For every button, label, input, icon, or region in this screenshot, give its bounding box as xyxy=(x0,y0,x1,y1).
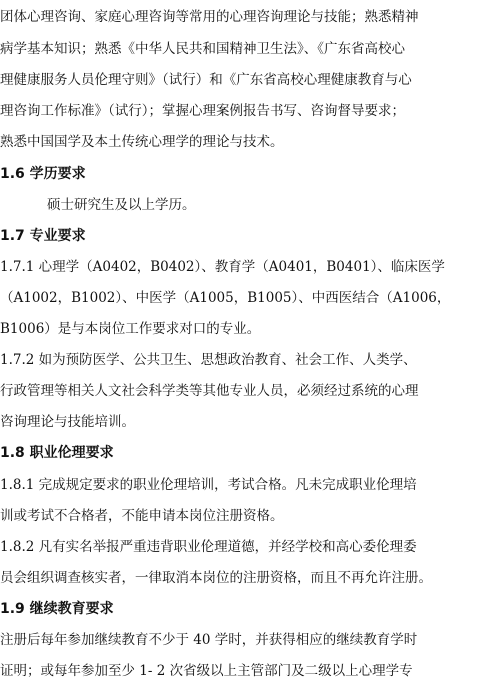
paragraph-line: 训或考试不合格者，不能申请本岗位注册资格。 xyxy=(0,508,284,524)
section-heading-1-8: 1.8 职业伦理要求 xyxy=(0,445,114,461)
section-heading-1-9: 1.9 继续教育要求 xyxy=(0,601,114,617)
paragraph-line: 1.8.2 凡有实名举报严重违背职业伦理道德，并经学校和高心委伦理委 xyxy=(0,539,417,555)
paragraph-line: 注册后每年参加继续教育不少于 40 学时，并获得相应的继续教育学时 xyxy=(0,632,418,648)
paragraph-line: （A1002，B1002）、中医学（A1005，B1005）、中西医结合（A1006， xyxy=(0,290,451,306)
paragraph-line: 团体心理咨询、家庭心理咨询等常用的心理咨询理论与技能；熟悉精神 xyxy=(0,9,419,25)
paragraph-line: 行政管理等相关人文社会科学类等其他专业人员，必须经过系统的心理 xyxy=(0,383,419,399)
paragraph-line: 理咨询工作标准》（试行）；掌握心理案例报告书写、咨询督导要求； xyxy=(0,103,405,119)
paragraph-line: 熟悉中国国学及本土传统心理学的理论与技术。 xyxy=(0,134,284,150)
section-heading-1-7: 1.7 专业要求 xyxy=(0,228,86,244)
paragraph-line: 硕士研究生及以上学历。 xyxy=(47,197,196,213)
section-heading-1-6: 1.6 学历要求 xyxy=(0,166,86,182)
paragraph-line: B1006）是与本岗位工作要求对口的专业。 xyxy=(0,321,261,337)
paragraph-line: 1.7.2 如为预防医学、公共卫生、思想政治教育、社会工作、人类学、 xyxy=(0,352,417,368)
paragraph-line: 1.8.1 完成规定要求的职业伦理培训，考试合格。凡未完成职业伦理培 xyxy=(0,477,417,493)
paragraph-line: 1.7.1 心理学（A0402，B0402）、教育学（A0401，B0401）、临床医学 xyxy=(0,259,445,275)
paragraph-line: 证明；或每年参加至少 1- 2 次省级以上主管部门及二级以上心理学专 xyxy=(0,663,413,679)
paragraph-line: 理健康服务人员伦理守则》（试行）和《广东省高校心理健康教育与心 xyxy=(0,72,412,88)
paragraph-line: 咨询理论与技能培训。 xyxy=(0,414,135,430)
paragraph-line: 病学基本知识；熟悉《中华人民共和国精神卫生法》、《广东省高校心 xyxy=(0,41,405,57)
paragraph-line: 员会组织调查核实者，一律取消本岗位的注册资格，而且不再允许注册。 xyxy=(0,570,432,586)
